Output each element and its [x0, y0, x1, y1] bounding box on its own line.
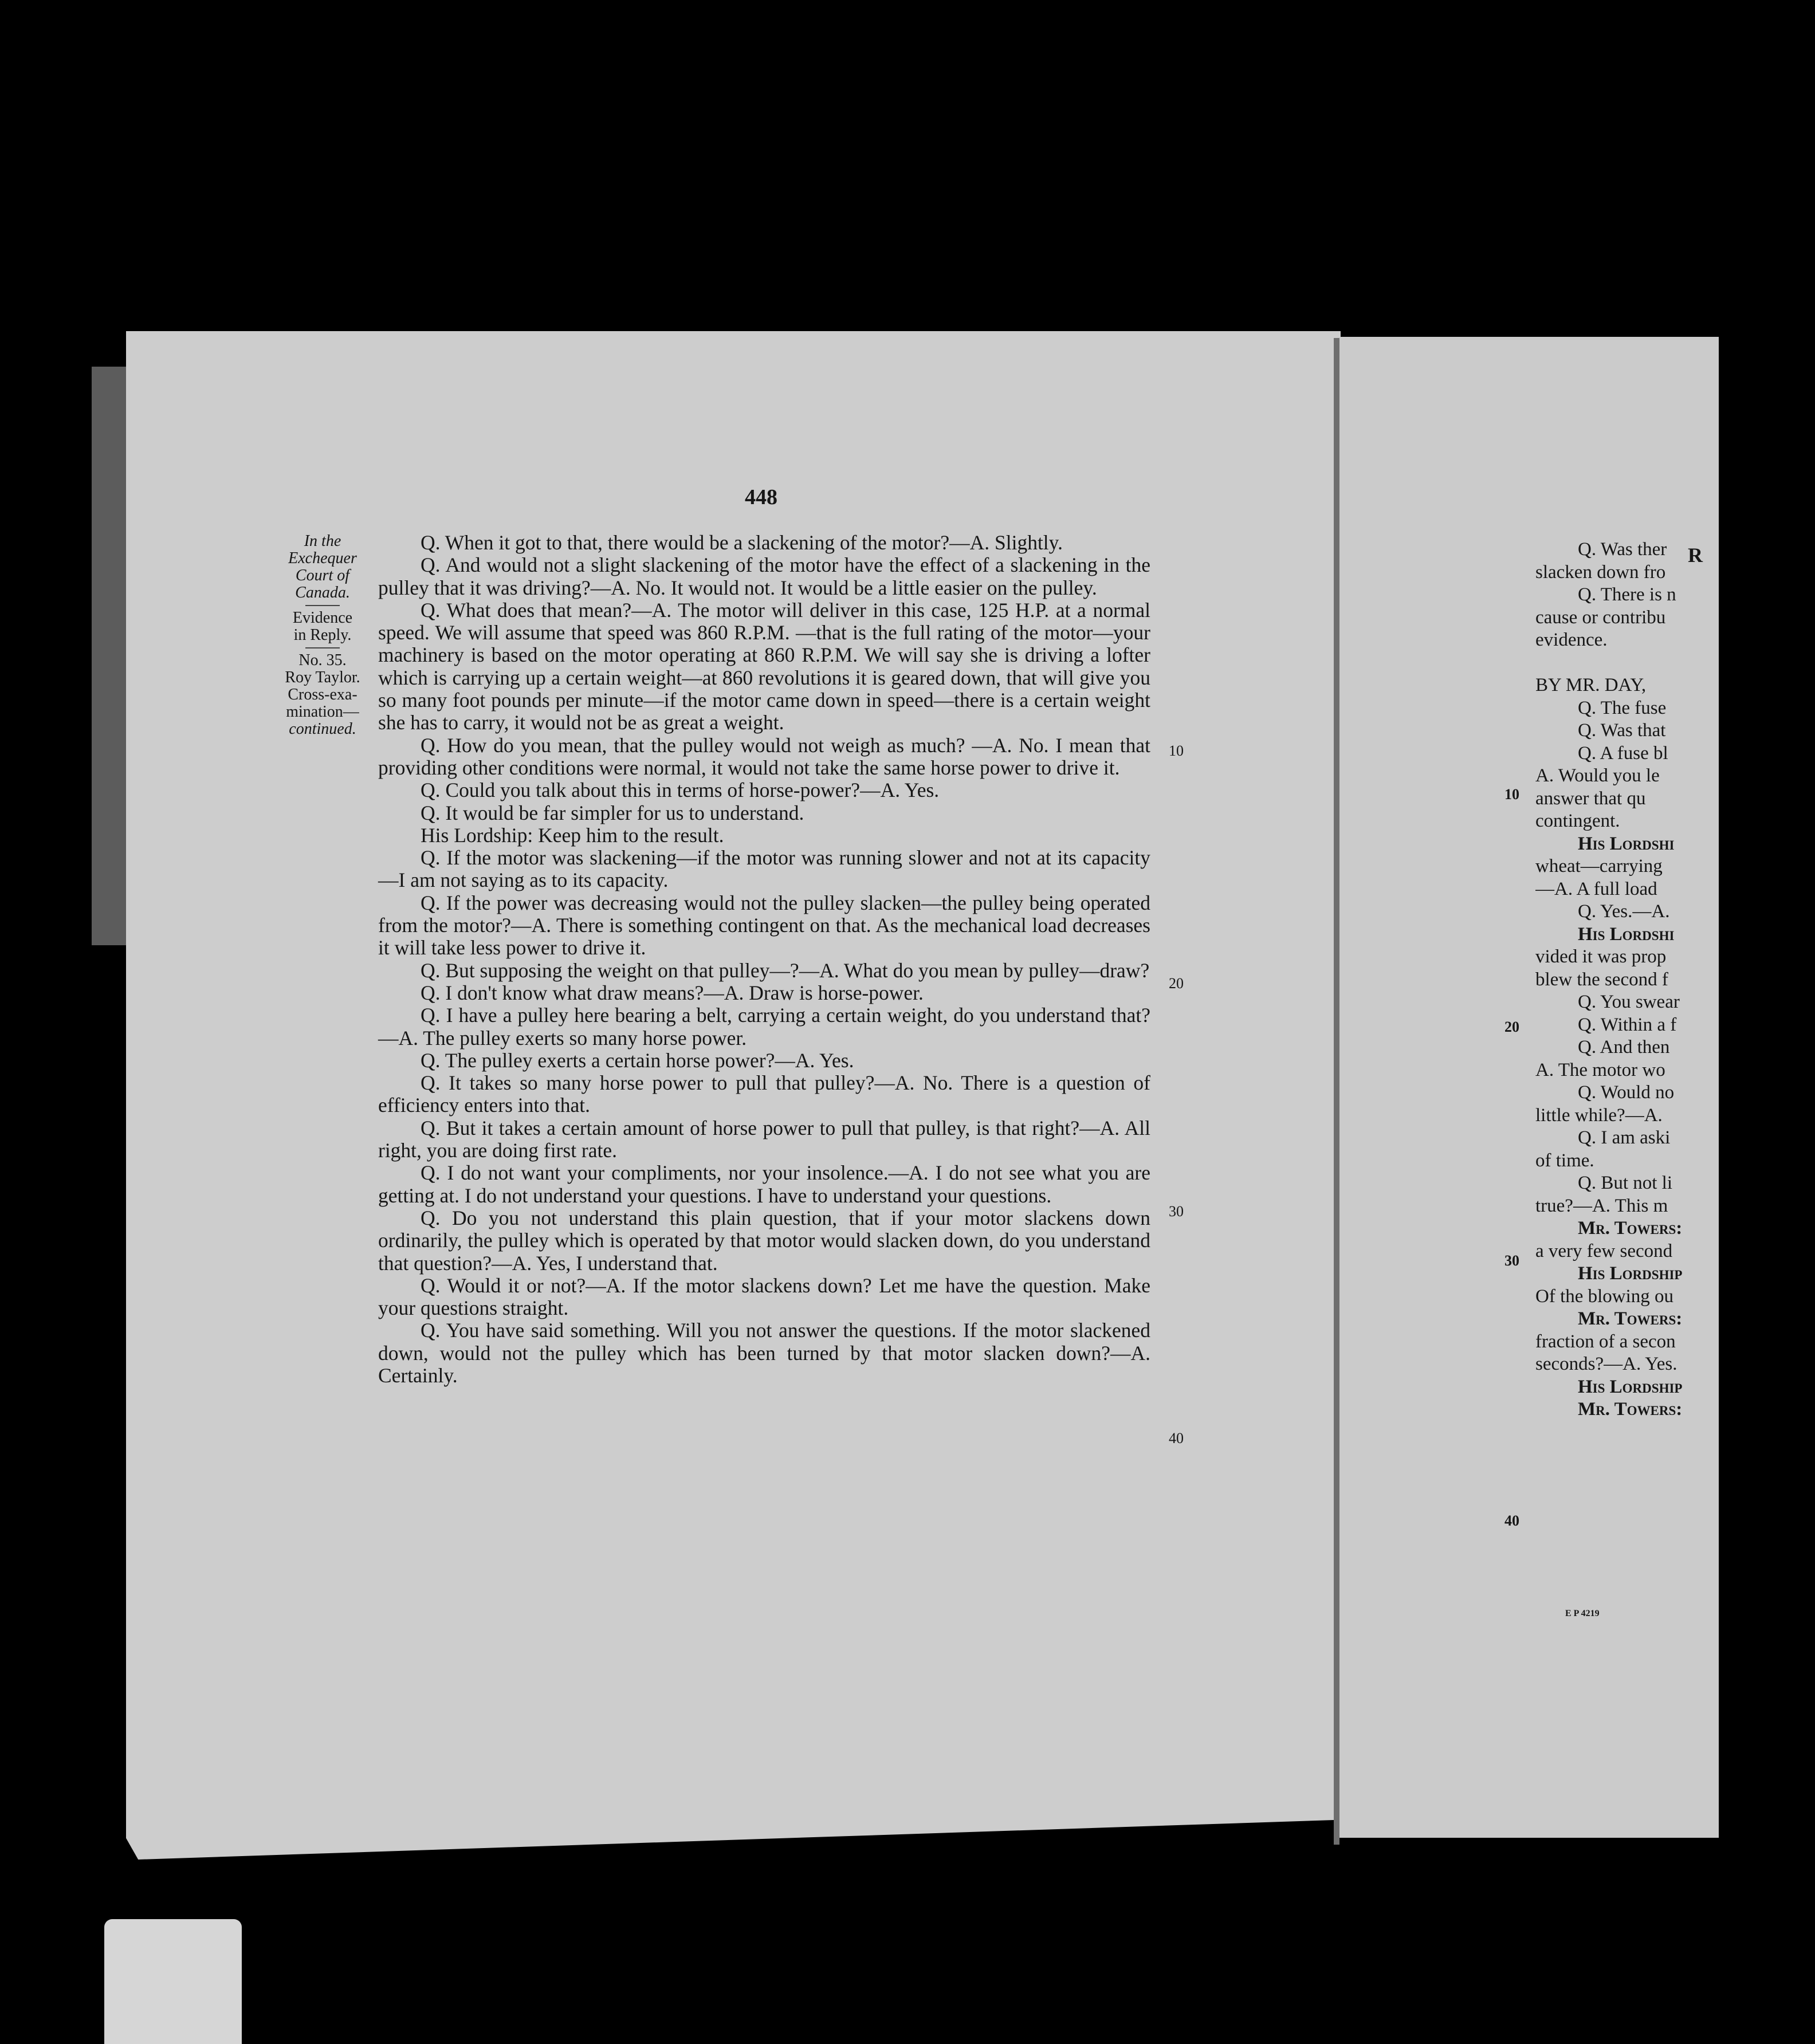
right-line-number: 10 — [1504, 786, 1519, 803]
right-line-number: 20 — [1504, 1019, 1519, 1035]
paragraph: Q. I don't know what draw means?—A. Draw is horse-power. — [421, 981, 924, 1004]
margin-witness-1: No. 35. — [298, 651, 347, 669]
right-line: His Lordship — [1578, 1376, 1683, 1397]
margin-section-2: in Reply. — [293, 626, 352, 644]
right-line: evidence. — [1535, 630, 1608, 650]
right-line: cause or contribu — [1535, 607, 1666, 628]
margin-note — [280, 533, 366, 738]
right-line: Mr. Towers: — [1578, 1308, 1683, 1329]
right-line: Q. But not li — [1578, 1173, 1673, 1193]
right-line: A. The motor wo — [1535, 1059, 1665, 1080]
page-shadow — [92, 367, 126, 945]
paragraph: Q. It would be far simpler for us to understand. — [421, 801, 804, 824]
paragraph: Q. How do you mean, that the pulley would not weigh as much? —A. No. I mean that providing other conditions were normal, it would not take the same horse power to drive it. — [378, 733, 1150, 779]
paragraph: His Lordship: Keep him to the result. — [421, 823, 724, 847]
paragraph: Q. If the motor was slackening—if the motor was running slower and not at its capacity—I am not saying as to its capacity. — [378, 846, 1150, 892]
margin-witness-3: Cross-exa- — [288, 686, 358, 703]
right-line: Q. The fuse — [1578, 697, 1667, 718]
right-line: Q. There is n — [1578, 584, 1676, 605]
right-heading-by-mr-day: BY MR. DAY, — [1535, 675, 1647, 695]
paragraph: Q. Do you not understand this plain question, that if your motor slackens down ordinarily, the pulley which is operated by that motor would slacken down, do you understand that question?—A. Yes, I understand that. — [378, 1206, 1150, 1275]
printer-mark: E P 4219 — [1565, 1609, 1600, 1618]
margin-court-2: Exchequer — [288, 549, 357, 567]
paragraph: Q. Would it or not?—A. If the motor slackens down? Let me have the question. Make your questions straight. — [378, 1273, 1150, 1320]
right-line: wheat—carrying — [1535, 856, 1663, 876]
right-line: Q. You swear — [1578, 992, 1680, 1012]
right-line: A. Would you le — [1535, 765, 1660, 786]
right-line: Q. Was that — [1578, 720, 1666, 741]
line-number: 40 — [1169, 1430, 1184, 1446]
paragraph: Q. And would not a slight slackening of the motor have the effect of a slackening in the pulley that it was driving?—A. No. It would not. It would be a little easier on the pulley. — [378, 553, 1150, 599]
right-line: Q. Was ther — [1578, 539, 1667, 560]
paragraph: Q. But it takes a certain amount of horse power to pull that pulley, is that right?—A. All right, you are doing first rate. — [378, 1116, 1150, 1162]
right-line: contingent. — [1535, 811, 1620, 831]
paragraph: Q. Could you talk about this in terms of horse-power?—A. Yes. — [421, 779, 940, 802]
margin-court-1: In the — [304, 532, 341, 550]
right-page-title: R — [1688, 544, 1703, 567]
right-line: Mr. Towers: — [1578, 1399, 1683, 1420]
right-line: Q. And then — [1578, 1037, 1670, 1058]
right-line: Of the blowing ou — [1535, 1286, 1674, 1307]
margin-separator — [305, 647, 340, 648]
right-line: of time. — [1535, 1150, 1594, 1171]
line-number: 10 — [1169, 742, 1184, 759]
right-line: His Lordshi — [1578, 833, 1675, 854]
right-page-text — [1535, 538, 1724, 1421]
paragraph: Q. When it got to that, there would be a slackening of the motor?—A. Slightly. — [421, 531, 1063, 554]
right-line: a very few second — [1535, 1240, 1673, 1261]
line-number: 20 — [1169, 975, 1184, 992]
line-number: 30 — [1169, 1203, 1184, 1220]
paper-tab — [104, 1919, 242, 2044]
margin-court-4: Canada. — [295, 584, 350, 602]
margin-section-1: Evidence — [292, 609, 353, 627]
right-line-number: 30 — [1504, 1252, 1519, 1269]
paragraph: Q. What does that mean?—A. The motor will deliver in this case, 125 H.P. at a normal speed. We will assume that speed was 860 R.P.M. —that is the full rating of the motor—your machinery is based on the motor operating at 860 R.P.M. We will say she is driving a lofter which is carrying up a certain weight—at 860 revolutions it is geared down, that will give you so many foot pounds per minute—if the motor came down in speed—there is a certain weight she has to carry, it would not be as great a weight. — [378, 598, 1150, 734]
right-line: blew the second f — [1535, 969, 1668, 990]
paragraph: Q. You have said something. Will you not answer the questions. If the motor slackened down, would not the pulley which has been turned by that motor slacken down?—A. Certainly. — [378, 1319, 1150, 1387]
paragraph: Q. I do not want your compliments, nor your insolence.—A. I do not see what you are getting at. I do not understand your questions. I have to understand your questions. — [378, 1161, 1150, 1207]
paragraph: Q. But supposing the weight on that pulley—?—A. What do you mean by pulley—draw? — [421, 958, 1150, 982]
right-line: true?—A. This m — [1535, 1195, 1668, 1216]
right-line: answer that qu — [1535, 788, 1646, 809]
right-line — [1535, 652, 1724, 675]
right-line: Mr. Towers: — [1578, 1218, 1683, 1239]
margin-court-3: Court of — [295, 567, 350, 584]
page-number: 448 — [745, 485, 777, 509]
margin-witness-4: mination— — [286, 703, 359, 721]
margin-witness-5: continued. — [289, 720, 356, 738]
right-line: His Lordshi — [1578, 923, 1675, 945]
paragraph: Q. The pulley exerts a certain horse power?—A. Yes. — [421, 1048, 854, 1072]
right-line-number: 40 — [1504, 1512, 1519, 1529]
right-line: Q. Would no — [1578, 1082, 1675, 1103]
right-line: Q. I am aski — [1578, 1127, 1671, 1148]
right-line: vided it was prop — [1535, 946, 1667, 967]
right-line: Q. A fuse bl — [1578, 742, 1668, 764]
paragraph: Q. I have a pulley here bearing a belt, carrying a certain weight, do you understand that?—A. The pulley exerts so many horse power. — [378, 1004, 1150, 1049]
right-line: Q. Yes.—A. — [1578, 901, 1670, 922]
paragraph: Q. It takes so many horse power to pull that pulley?—A. No. There is a question of efficiency enters into that. — [378, 1071, 1150, 1117]
right-line: His Lordship — [1578, 1263, 1683, 1284]
right-line: little while?—A. — [1535, 1104, 1663, 1126]
page-gutter — [1334, 338, 1339, 1845]
paragraph: Q. If the power was decreasing would not the pulley slacken—the pulley being operated from the motor?—A. There is something contingent on that. As the mechanical load decreases it will take less power to drive it. — [378, 891, 1150, 960]
right-line: —A. A full load — [1535, 878, 1657, 899]
margin-separator — [305, 605, 340, 606]
right-line: slacken down fro — [1535, 561, 1666, 583]
testimony-text — [378, 532, 1150, 1387]
right-line: fraction of a secon — [1535, 1331, 1676, 1352]
right-line: seconds?—A. Yes. — [1535, 1354, 1678, 1374]
right-line: Q. Within a f — [1578, 1014, 1677, 1035]
margin-witness-2: Roy Taylor. — [285, 669, 360, 686]
